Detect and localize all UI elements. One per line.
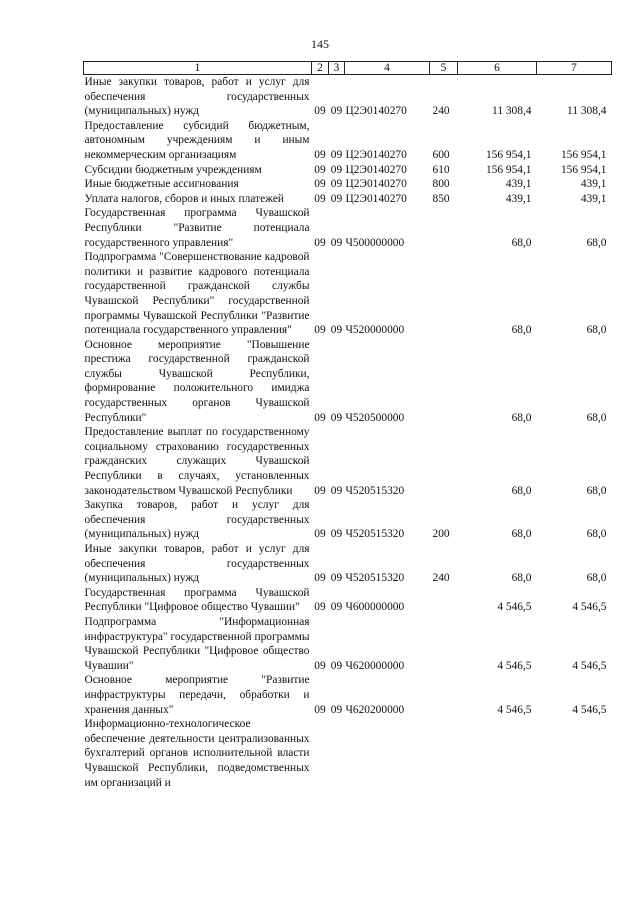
row-target-code: Ч620000000 [345,659,405,672]
row-name: Основное мероприятие "Развитие инфраструктуры передачи, обработки и хранения данных" [84,674,310,716]
row-expense-type: 240 [432,572,450,585]
row-name: Основное мероприятие "Повышение престижа государственной гражданской службы Чувашской Республики, формирование положительного имиджа государственных органов Чувашской Республики" [84,338,310,424]
row-amount-year2: 4 546,5 [572,601,607,614]
row-name: Предоставление субсидий бюджетным, автономным учреждениям и иным некоммерческим организациям [84,119,310,161]
table-row [84,542,612,586]
table-row [84,586,612,615]
row-amount-year1: 4 546,5 [497,659,532,672]
row-target-code: Ч600000000 [345,601,405,614]
table-row [84,177,612,192]
row-expense-type [430,338,458,426]
row-amount-year2: 68,0 [586,528,607,541]
header-col-1: 1 [84,62,312,75]
row-subsection: 09 [330,484,343,497]
row-amount-year2: 68,0 [586,484,607,497]
row-name: Информационно-технологическое обеспечение деятельности централизованных бухгалтерий органов исполнительной власти Чувашской Республики, подведомственных им организаций и [84,718,310,789]
row-target-code: Ч520515320 [345,528,405,541]
table-row [84,498,612,542]
row-subsection: 09 [330,192,343,205]
table-row [84,425,612,498]
row-expense-type: 200 [432,528,450,541]
header-col-7: 7 [537,62,612,75]
row-expense-type [430,425,458,498]
row-target-code: Ц2Э0140270 [345,178,407,191]
row-target-code: Ч500000000 [345,236,405,249]
budget-table [83,61,612,790]
row-target-code: Ч520515320 [345,572,405,585]
row-subsection: 09 [330,236,343,249]
table-row [84,119,612,163]
row-section: 09 [314,484,326,497]
row-target-code: Ц2Э0140270 [345,163,407,176]
row-subsection: 09 [330,601,343,614]
row-amount-year1: 68,0 [511,236,532,249]
header-col-4: 4 [345,62,430,75]
row-section: 09 [314,148,326,161]
row-subsection: 09 [330,324,343,337]
row-subsection: 09 [330,411,343,424]
row-amount-year1: 4 546,5 [497,703,532,716]
table-header-row [84,62,612,75]
row-subsection: 09 [330,528,343,541]
row-name: Иные бюджетные ассигнования [84,178,239,191]
table-row [84,163,612,178]
row-target-code [345,717,430,790]
row-expense-type [430,586,458,615]
row-section: 09 [314,163,326,176]
row-amount-year2: 11 308,4 [567,105,607,118]
table-row [84,192,612,207]
row-target-code: Ч520000000 [345,324,405,337]
row-amount-year1: 68,0 [511,484,532,497]
row-amount-year2: 68,0 [586,324,607,337]
row-subsection: 09 [330,572,343,585]
row-section: 09 [314,703,326,716]
row-amount-year2 [537,717,612,790]
row-expense-type [430,717,458,790]
row-expense-type [430,206,458,250]
row-amount-year1: 11 308,4 [492,105,532,118]
row-subsection: 09 [330,703,343,716]
row-expense-type [430,250,458,338]
row-amount-year2: 439,1 [580,192,607,205]
table-row [84,673,612,717]
row-section: 09 [314,528,326,541]
row-amount-year2: 156 954,1 [560,148,607,161]
row-subsection: 09 [330,105,343,118]
row-section: 09 [314,411,326,424]
row-amount-year1: 68,0 [511,572,532,585]
row-target-code: Ц2Э0140270 [345,148,407,161]
row-amount-year1: 156 954,1 [485,163,532,176]
row-expense-type: 800 [432,178,450,191]
row-section: 09 [314,192,326,205]
table-row [84,250,612,338]
row-expense-type [430,673,458,717]
row-target-code: Ч520500000 [345,411,405,424]
row-amount-year2: 68,0 [586,236,607,249]
row-expense-type: 600 [432,148,450,161]
row-name: Государственная программа Чувашской Республики "Развитие потенциала государственного управления" [84,207,310,249]
row-subsection [329,717,345,790]
row-expense-type [430,615,458,673]
header-col-2: 2 [312,62,329,75]
row-amount-year2: 68,0 [586,411,607,424]
row-amount-year1: 4 546,5 [497,601,532,614]
row-section: 09 [314,324,326,337]
row-section: 09 [314,601,326,614]
row-name: Закупка товаров, работ и услуг для обеспечения государственных (муниципальных) нужд [84,499,310,541]
row-subsection: 09 [330,163,343,176]
table-row [84,615,612,673]
row-amount-year1: 68,0 [511,324,532,337]
row-section: 09 [314,178,326,191]
header-col-3: 3 [329,62,345,75]
row-section: 09 [314,105,326,118]
row-amount-year2: 4 546,5 [572,703,607,716]
table-row [84,75,612,119]
row-amount-year2: 439,1 [580,178,607,191]
row-amount-year1 [458,717,537,790]
header-col-5: 5 [430,62,458,75]
row-name: Предоставление выплат по государственному социальному страхованию государственных гражданских служащих Чувашской Республики в случаях, установленных законодательством Чувашской Республики [84,426,310,497]
row-amount-year2: 68,0 [586,572,607,585]
row-expense-type: 850 [432,192,450,205]
row-subsection: 09 [330,148,343,161]
row-amount-year1: 439,1 [505,192,532,205]
row-section: 09 [314,236,326,249]
row-name: Уплата налогов, сборов и иных платежей [84,192,284,205]
row-amount-year1: 68,0 [511,411,532,424]
table-row [84,338,612,426]
page-number: 145 [311,37,329,51]
row-amount-year1: 439,1 [505,178,532,191]
row-amount-year1: 68,0 [511,528,532,541]
row-expense-type: 610 [432,163,450,176]
row-subsection: 09 [330,659,343,672]
row-subsection: 09 [330,178,343,191]
row-amount-year2: 156 954,1 [560,163,607,176]
table-row [84,717,612,790]
row-section: 09 [314,572,326,585]
row-target-code: Ч520515320 [345,484,405,497]
row-name: Государственная программа Чувашской Республики "Цифровое общество Чувашии" [84,586,310,614]
row-target-code: Ч620200000 [345,703,405,716]
table-row [84,206,612,250]
header-col-6: 6 [458,62,537,75]
row-section [312,717,329,790]
row-section: 09 [314,659,326,672]
row-name: Подпрограмма "Совершенствование кадровой политики и развитие кадрового потенциала государственной гражданской службы Чувашской Республики" государственной программы Чувашской Республики "Развитие потенциала государственного управления" [84,251,310,337]
row-expense-type: 240 [432,105,450,118]
row-name: Подпрограмма "Информационная инфраструктура" государственной программы Чувашской Республики "Цифровое общество Чувашии" [84,615,310,672]
row-target-code: Ц2Э0140270 [345,192,407,205]
row-amount-year1: 156 954,1 [485,148,532,161]
row-name: Иные закупки товаров, работ и услуг для обеспечения государственных (муниципальных) нужд [84,76,310,118]
row-name: Субсидии бюджетным учреждениям [84,163,262,176]
row-amount-year2: 4 546,5 [572,659,607,672]
row-target-code: Ц2Э0140270 [345,105,407,118]
row-name: Иные закупки товаров, работ и услуг для обеспечения государственных (муниципальных) нужд [84,543,310,585]
